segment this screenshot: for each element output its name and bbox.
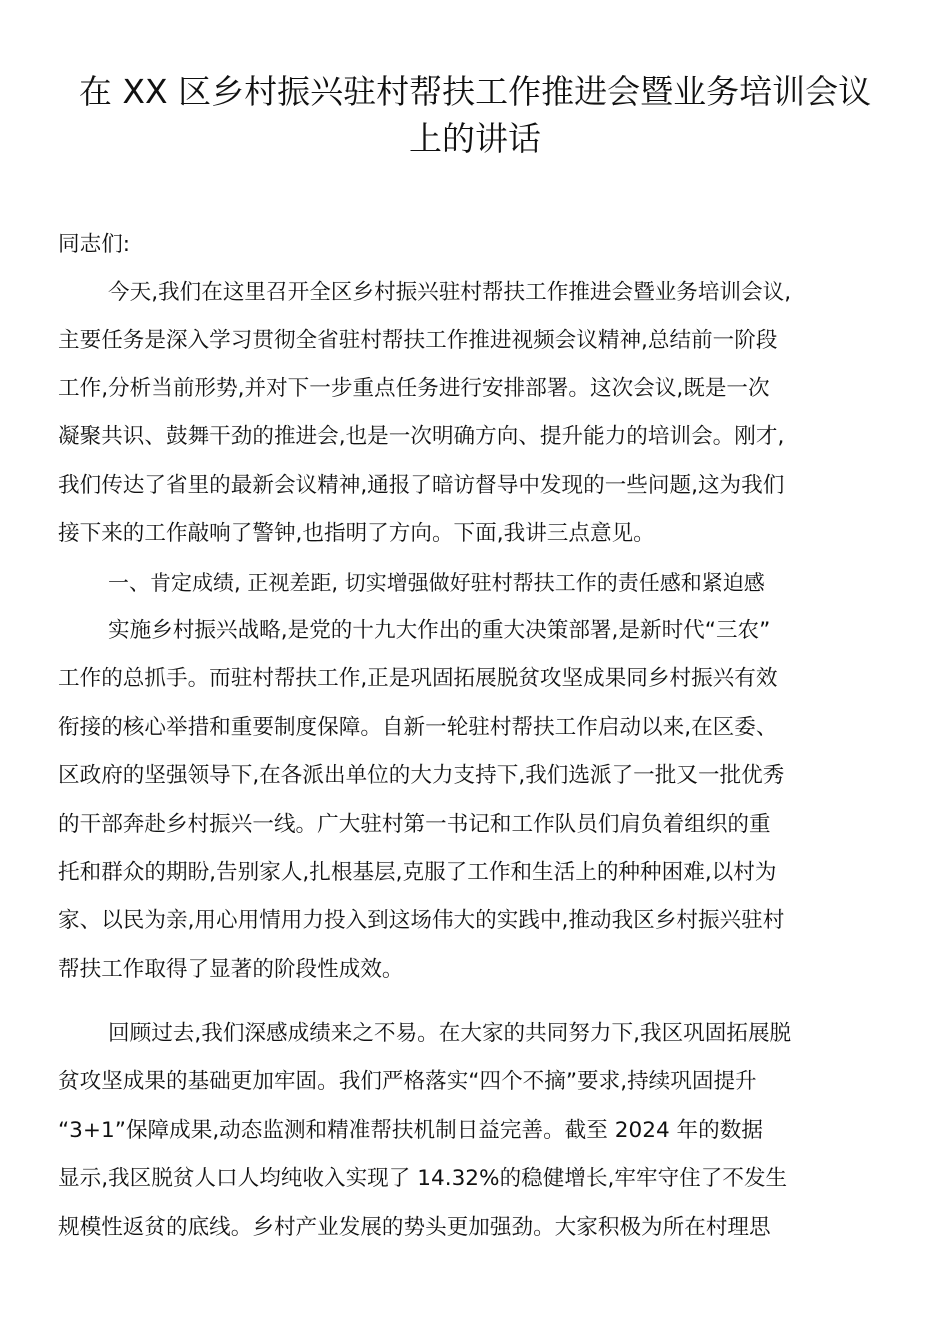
salutation: 同志们:: [58, 232, 131, 257]
paragraph-1-line-1: 今天,我们在这里召开全区乡村振兴驻村帮扶工作推进会暨业务培训会议,: [108, 280, 792, 305]
paragraph-1-line-2: 主要任务是深入学习贯彻全省驻村帮扶工作推进视频会议精神,总结前一阶段: [58, 328, 778, 353]
paragraph-2-line-8: 帮扶工作取得了显著的阶段性成效。: [58, 957, 404, 982]
paragraph-1-line-6: 接下来的工作敲响了警钟,也指明了方向。下面,我讲三点意见。: [58, 521, 655, 546]
document-title-line-1: 在 XX 区乡村振兴驻村帮扶工作推进会暨业务培训会议: [78, 72, 872, 111]
paragraph-3-line-2: 贫攻坚成果的基础更加牢固。我们严格落实“四个不摘”要求,持续巩固提升: [58, 1069, 757, 1094]
document-title-line-2: 上的讲话: [409, 119, 541, 158]
paragraph-1-line-3: 工作,分析当前形势,并对下一步重点任务进行安排部署。这次会议,既是一次: [58, 376, 770, 401]
paragraph-1-line-5: 我们传达了省里的最新会议精神,通报了暗访督导中发现的一些问题,这为我们: [58, 473, 785, 498]
paragraph-3-line-4: 显示,我区脱贫人口人均纯收入实现了 14.32%的稳健增长,牢牢守住了不发生: [58, 1166, 788, 1191]
paragraph-2-line-7: 家、以民为亲,用心用情用力投入到这场伟大的实践中,推动我区乡村振兴驻村: [58, 908, 785, 933]
paragraph-2-line-5: 的干部奔赴乡村振兴一线。广大驻村第一书记和工作队员们肩负着组织的重: [58, 812, 771, 837]
paragraph-2-line-6: 托和群众的期盼,告别家人,扎根基层,克服了工作和生活上的种种困难,以村为: [58, 860, 777, 885]
paragraph-3-line-5: 规模性返贫的底线。乡村产业发展的势头更加强劲。大家积极为所在村理思: [58, 1215, 771, 1240]
paragraph-2-line-3: 衔接的核心举措和重要制度保障。自新一轮驻村帮扶工作启动以来,在区委、: [58, 715, 778, 740]
paragraph-2-line-2: 工作的总抓手。而驻村帮扶工作,正是巩固拓展脱贫攻坚成果同乡村振兴有效: [58, 666, 778, 691]
paragraph-2-line-1: 实施乡村振兴战略,是党的十九大作出的重大决策部署,是新时代“三农”: [108, 618, 771, 643]
paragraph-2-line-4: 区政府的坚强领导下,在各派出单位的大力支持下,我们选派了一批又一批优秀: [58, 763, 785, 788]
section-heading-1: 一、肯定成绩, 正视差距, 切实增强做好驻村帮扶工作的责任感和紧迫感: [108, 571, 765, 595]
paragraph-3-line-3: “3+1”保障成果,动态监测和精准帮扶机制日益完善。截至 2024 年的数据: [58, 1118, 763, 1143]
paragraph-1-line-4: 凝聚共识、鼓舞干劲的推进会,也是一次明确方向、提升能力的培训会。刚才,: [58, 424, 785, 449]
paragraph-3-line-1: 回顾过去,我们深感成绩来之不易。在大家的共同努力下,我区巩固拓展脱: [108, 1021, 792, 1046]
